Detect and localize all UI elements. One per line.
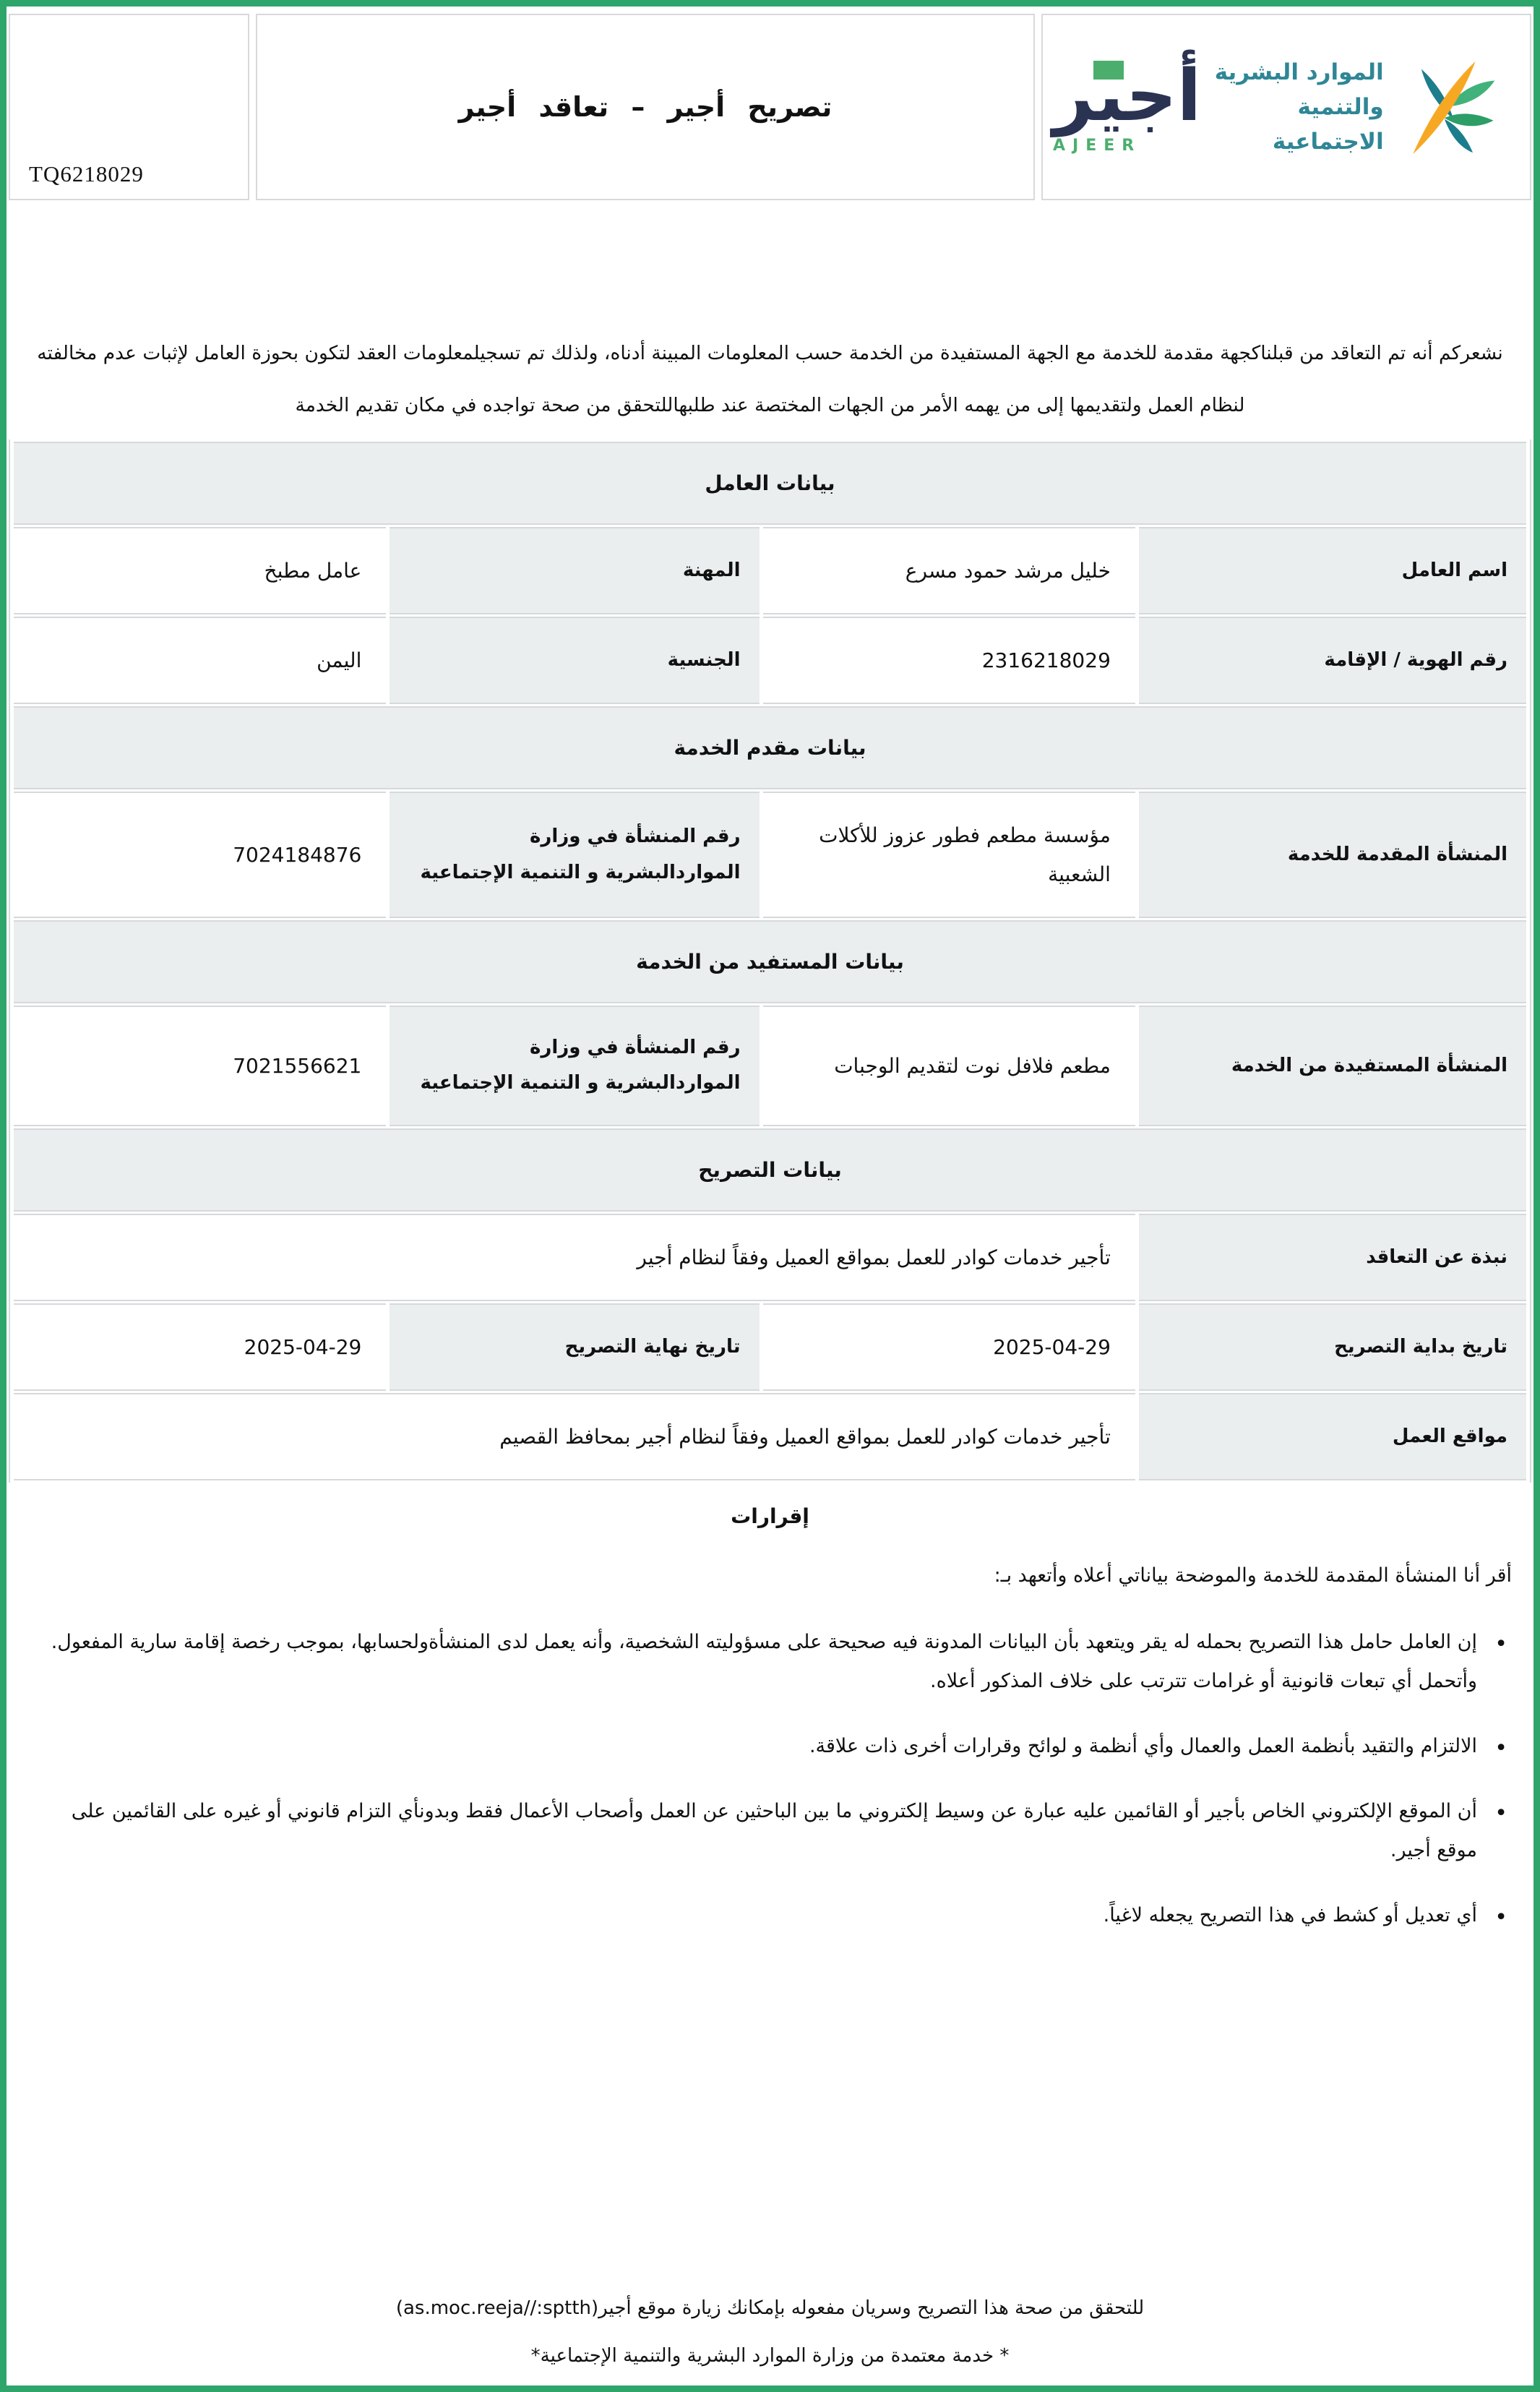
declaration-item: • أي تعديل أو كشط في هذا التصريح يجعله لاغياً. [41, 1896, 1512, 1935]
declarations-block [41, 1557, 1512, 1935]
worker-section-header-row [14, 442, 1526, 525]
permit-dates-row [14, 1303, 1526, 1391]
beneficiary-name-label: المنشأة المستفيدة من الخدمة [1139, 1006, 1526, 1126]
contract-summary-row [14, 1214, 1526, 1301]
profession-label: المهنة [390, 527, 759, 614]
ministry-logo [1201, 53, 1500, 161]
beneficiary-name-value: مطعم فلافل نوت لتقديم الوجبات [763, 1006, 1135, 1126]
document-title: تصريح أجير – تعاقد أجير [458, 91, 833, 123]
worker-id-row [14, 617, 1526, 704]
work-locations-label: مواقع العمل [1139, 1393, 1526, 1480]
provider-number-value: 7024184876 [14, 792, 386, 917]
start-date-value: 2025-04-29 [763, 1303, 1135, 1391]
provider-name-value: مؤسسة مطعم فطور عزوز للأكلات الشعبية [763, 792, 1135, 917]
permit-section-title: بيانات التصريح [14, 1128, 1526, 1212]
declarations-intro: أقر أنا المنشأة المقدمة للخدمة والموضحة بياناتي أعلاه وأتعهد بـ: [994, 1564, 1512, 1587]
permit-number-box [9, 14, 249, 200]
ajeer-logo-arabic-wrap [1053, 55, 1202, 138]
verification-line [7, 2297, 1533, 2319]
worker-section-title: بيانات العامل [14, 442, 1526, 525]
ajeer-logo [1053, 55, 1202, 155]
contract-summary-value: تأجير خدمات كوادر للعمل بمواقع العميل وفقاً لنظام أجير [14, 1214, 1135, 1301]
intro-paragraph: نشعركم أنه تم التعاقد من قبلناكجهة مقدمة للخدمة مع الجهة المستفيدة من الخدمة حسب المعلومات المبينة أدناه، ولذلك تم تسجيلمعلومات العقد لتكون بحوزة العامل لإثبات عدم مخالفته لنظام العمل ولتقديمها إلى من يهمه الأمر من الجهات المختصة عند طلبهاللتحقق من صحة تواجده في مكان تقديم الخدمة [37, 342, 1503, 416]
nationality-label: الجنسية [390, 617, 759, 704]
declaration-item: • إن العامل حامل هذا التصريح بحمله له يقر ويتعهد بأن البيانات المدونة فيه صحيحة على مسؤوليته الشخصية، وأنه يعمل لدى المنشأةولحسابها، بموجب رخصة إقامة سارية المفعول. وأتحمل أي تبعات قانونية أو غرامات تترتب على خلاف المذكور أعلاه. [41, 1623, 1512, 1701]
verification-url: (as.moc.reeja//:sptth) [395, 2297, 599, 2319]
document-footer [7, 2297, 1533, 2367]
provider-name-label: المنشأة المقدمة للخدمة [1139, 792, 1526, 917]
end-date-value: 2025-04-29 [14, 1303, 386, 1391]
declarations-heading: إقرارات [731, 1504, 809, 1529]
ajeer-logo-latin: AJEER [1053, 136, 1142, 155]
provider-number-label: رقم المنشأة في وزارة المواردالبشرية و التنمية الإجتماعية [390, 792, 759, 917]
beneficiary-number-label: رقم المنشأة في وزارة المواردالبشرية و التنمية الإجتماعية [390, 1006, 759, 1126]
declaration-item: • الالتزام والتقيد بأنظمة العمل والعمال وأي أنظمة و لوائح وقرارات أخرى ذات علاقة. [41, 1727, 1512, 1766]
beneficiary-number-value: 7021556621 [14, 1006, 386, 1126]
profession-value: عامل مطبخ [14, 527, 386, 614]
declaration-item: • أن الموقع الإلكتروني الخاص بأجير أو القائمين عليه عبارة عن وسيط إلكتروني ما بين الباحثين عن العمل وأصحاب الأعمال فقط وبدونأي التزام قانوني أو غيره على القائمين على موقع أجير. [41, 1792, 1512, 1870]
beneficiary-row [14, 1006, 1526, 1126]
beneficiary-section-title: بيانات المستفيد من الخدمة [14, 920, 1526, 1003]
work-locations-value: تأجير خدمات كوادر للعمل بمواقع العميل وفقاً لنظام أجير بمحافظ القصيم [14, 1393, 1135, 1480]
id-number-label: رقم الهوية / الإقامة [1139, 617, 1526, 704]
start-date-label: تاريخ بداية التصريح [1139, 1303, 1526, 1391]
worker-name-row [14, 527, 1526, 614]
id-number-value: 2316218029 [763, 617, 1135, 704]
worker-name-value: خليل مرشد حمود مسرع [763, 527, 1135, 614]
document-header [9, 14, 1531, 200]
provider-section-title: بيانات مقدم الخدمة [14, 706, 1526, 789]
provider-section-header-row [14, 706, 1526, 789]
declarations-list [41, 1623, 1512, 1935]
beneficiary-section-header-row [14, 920, 1526, 1003]
ministry-emblem-icon [1397, 53, 1500, 161]
ministry-name-line2: والتنمية الاجتماعية [1272, 93, 1384, 155]
ajeer-logo-arabic: أجير [1053, 55, 1202, 138]
work-locations-row [14, 1393, 1526, 1480]
worker-name-label: اسم العامل [1139, 527, 1526, 614]
verification-text: للتحقق من صحة هذا التصريح وسريان مفعوله بإمكانك زيارة موقع أجير [598, 2297, 1145, 2319]
nationality-value: اليمن [14, 617, 386, 704]
title-box [256, 14, 1035, 200]
approved-service-note: * خدمة معتمدة من وزارة الموارد البشرية والتنمية الإجتماعية* [530, 2345, 1010, 2367]
permit-section-header-row [14, 1128, 1526, 1212]
provider-row [14, 792, 1526, 917]
ministry-name-line1: الموارد البشرية [1214, 59, 1384, 85]
end-date-label: تاريخ نهاية التصريح [390, 1303, 759, 1391]
contract-summary-label: نبذة عن التعاقد [1139, 1214, 1526, 1301]
logos-box [1041, 14, 1531, 200]
permit-number: TQ6218029 [29, 161, 144, 187]
permit-table [9, 440, 1531, 1483]
ministry-name [1201, 55, 1383, 159]
